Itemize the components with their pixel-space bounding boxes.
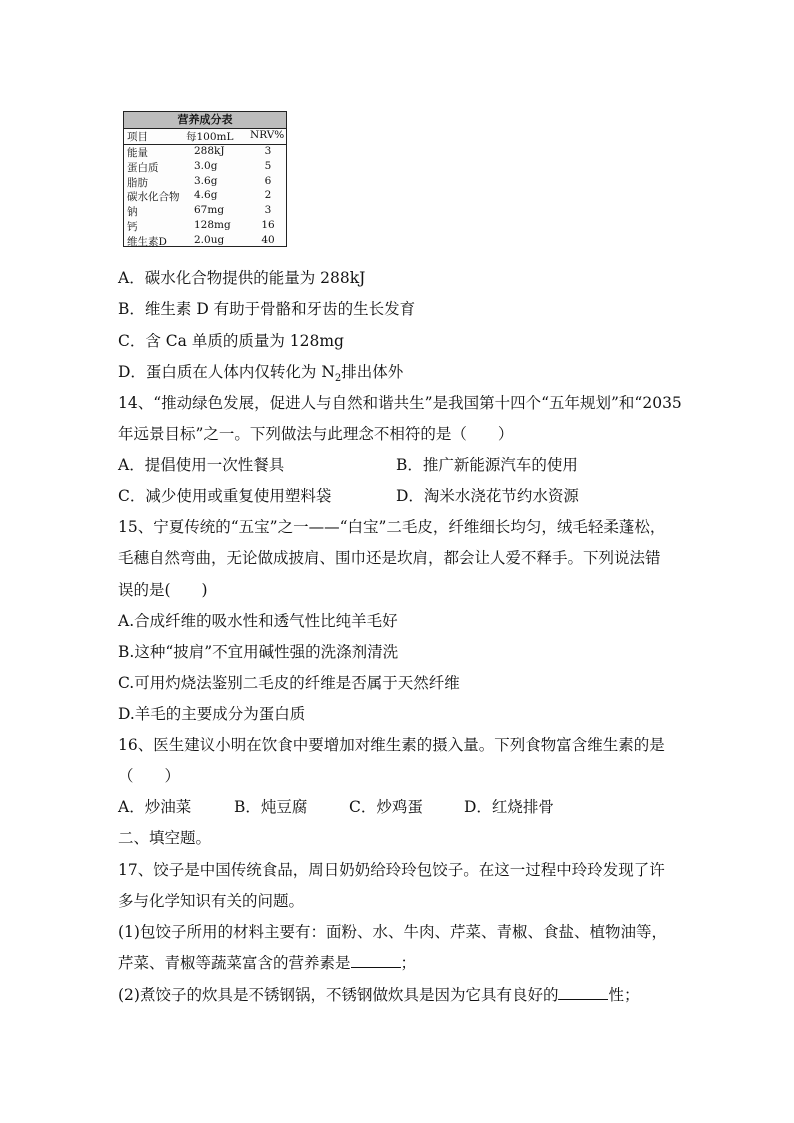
table-row xyxy=(124,189,286,204)
q16-option-c: C．炒鸡蛋 xyxy=(349,798,423,816)
q17-part1-end: ； xyxy=(400,954,417,972)
table-row xyxy=(124,175,286,190)
q16-stem-line2: （ ） xyxy=(118,767,181,785)
q17-stem-line2: 多与化学知识有关的问题。 xyxy=(118,892,305,910)
q15-option-c: C.可用灼烧法鉴别二毛皮的纤维是否属于天然纤维 xyxy=(118,674,460,692)
header-nrv: NRV% xyxy=(250,129,285,141)
q17-stem-line1: 17、饺子是中国传统食品，周日奶奶给玲玲包饺子。在这一过程中玲玲发现了许 xyxy=(118,861,665,879)
header-item: 项目 xyxy=(127,131,148,143)
q13-option-a: A．碳水化合物提供的能量为 288kJ xyxy=(118,269,366,287)
q17-part2 xyxy=(118,985,639,1005)
q14-option-d: D．淘米水浇花节约水资源 xyxy=(396,487,579,505)
table-row xyxy=(124,234,286,249)
q14-option-c: C．减少使用或重复使用塑料袋 xyxy=(118,487,332,505)
q13-option-c: C．含 Ca 单质的质量为 128mg xyxy=(118,332,344,350)
q13-d-text-end: 排出体外 xyxy=(341,363,404,381)
table-cell: 288kJ xyxy=(194,145,225,157)
table-cell: 3.6g xyxy=(194,174,218,187)
table-cell: 3 xyxy=(264,204,272,217)
section-heading: 二、填空题。 xyxy=(118,829,212,847)
nutrition-table xyxy=(123,111,287,247)
table-header xyxy=(124,129,286,145)
q15-option-b: B.这种“披肩”不宜用碱性强的洗涤剂清洗 xyxy=(118,643,399,661)
q14-option-b: B．推广新能源汽车的使用 xyxy=(396,456,578,474)
table-cell: 128mg xyxy=(194,218,231,231)
q15-stem-line2: 毛穗自然弯曲，无论做成披肩、围巾还是坎肩，都会让人爱不释手。下列说法错 xyxy=(118,549,661,567)
q15-option-a: A.合成纤维的吸水性和透气性比纯羊毛好 xyxy=(118,612,398,630)
q16-option-b: B．炖豆腐 xyxy=(234,798,308,816)
q15-option-d: D.羊毛的主要成分为蛋白质 xyxy=(118,705,306,723)
table-cell: 67mg xyxy=(194,204,225,217)
q17-part2-text: (2)煮饺子的炊具是不锈钢锅，不锈钢做炊具是因为它具有良好的 xyxy=(118,986,559,1004)
q15-stem-line3: 误的是( ) xyxy=(118,581,208,599)
table-cell: 5 xyxy=(264,159,272,172)
table-row xyxy=(124,160,286,175)
table-cell: 3.0g xyxy=(194,159,218,172)
table-cell: 6 xyxy=(264,174,272,187)
header-per100ml: 每100mL xyxy=(186,131,234,143)
q17-part1-text: 芹菜、青椒等蔬菜富含的营养素是 xyxy=(118,954,351,972)
q14-stem-line2: 年远景目标”之一。下列做法与此理念不相符的是（ ） xyxy=(118,425,514,443)
table-row xyxy=(124,219,286,234)
table-cell: 脂肪 xyxy=(127,176,148,189)
q16-option-d: D．红烧排骨 xyxy=(464,798,554,816)
q13-option-d xyxy=(118,362,403,389)
q15-stem-line1: 15、宁夏传统的“五宝”之一——“白宝”二毛皮，纤维细长均匀，绒毛轻柔蓬松， xyxy=(118,518,666,536)
q14-stem-line1: 14、“推动绿色发展，促进人与自然和谐共生”是我国第十四个“五年规划”和“2035 xyxy=(118,394,682,412)
table-cell: 16 xyxy=(261,218,275,231)
table-title: 营养成分表 xyxy=(124,112,286,129)
table-cell: 4.6g xyxy=(194,189,218,202)
answer-blank[interactable] xyxy=(351,953,401,968)
table-cell: 蛋白质 xyxy=(127,161,159,174)
q17-part1-line2 xyxy=(118,953,416,973)
table-cell: 3 xyxy=(264,145,272,157)
q17-part2-end: 性； xyxy=(608,986,640,1004)
table-cell: 碳水化合物 xyxy=(127,191,180,204)
q14-option-a: A．提倡使用一次性餐具 xyxy=(118,456,285,474)
table-cell: 维生素D xyxy=(127,235,167,248)
q13-option-b: B．维生素 D 有助于骨骼和牙齿的生长发育 xyxy=(118,300,416,318)
table-cell: 钠 xyxy=(127,206,138,219)
q13-d-subscript: 2 xyxy=(334,373,342,385)
table-cell: 钙 xyxy=(127,220,138,233)
table-cell: 2.0ug xyxy=(194,233,225,246)
table-cell: 2 xyxy=(264,189,272,202)
table-row xyxy=(124,204,286,219)
q16-option-a: A．炒油菜 xyxy=(118,798,192,816)
q13-d-text: D．蛋白质在人体内仅转化为 N xyxy=(118,363,335,381)
answer-blank[interactable] xyxy=(558,985,608,1000)
table-cell: 40 xyxy=(261,233,275,246)
table-cell: 能量 xyxy=(127,147,148,159)
q16-stem-line1: 16、医生建议小明在饮食中要增加对维生素的摄入量。下列食物富含维生素的是 xyxy=(118,736,665,754)
table-row xyxy=(124,145,286,160)
q17-part1-line1: (1)包饺子所用的材料主要有：面粉、水、牛肉、芹菜、青椒、食盐、植物油等， xyxy=(118,923,667,941)
